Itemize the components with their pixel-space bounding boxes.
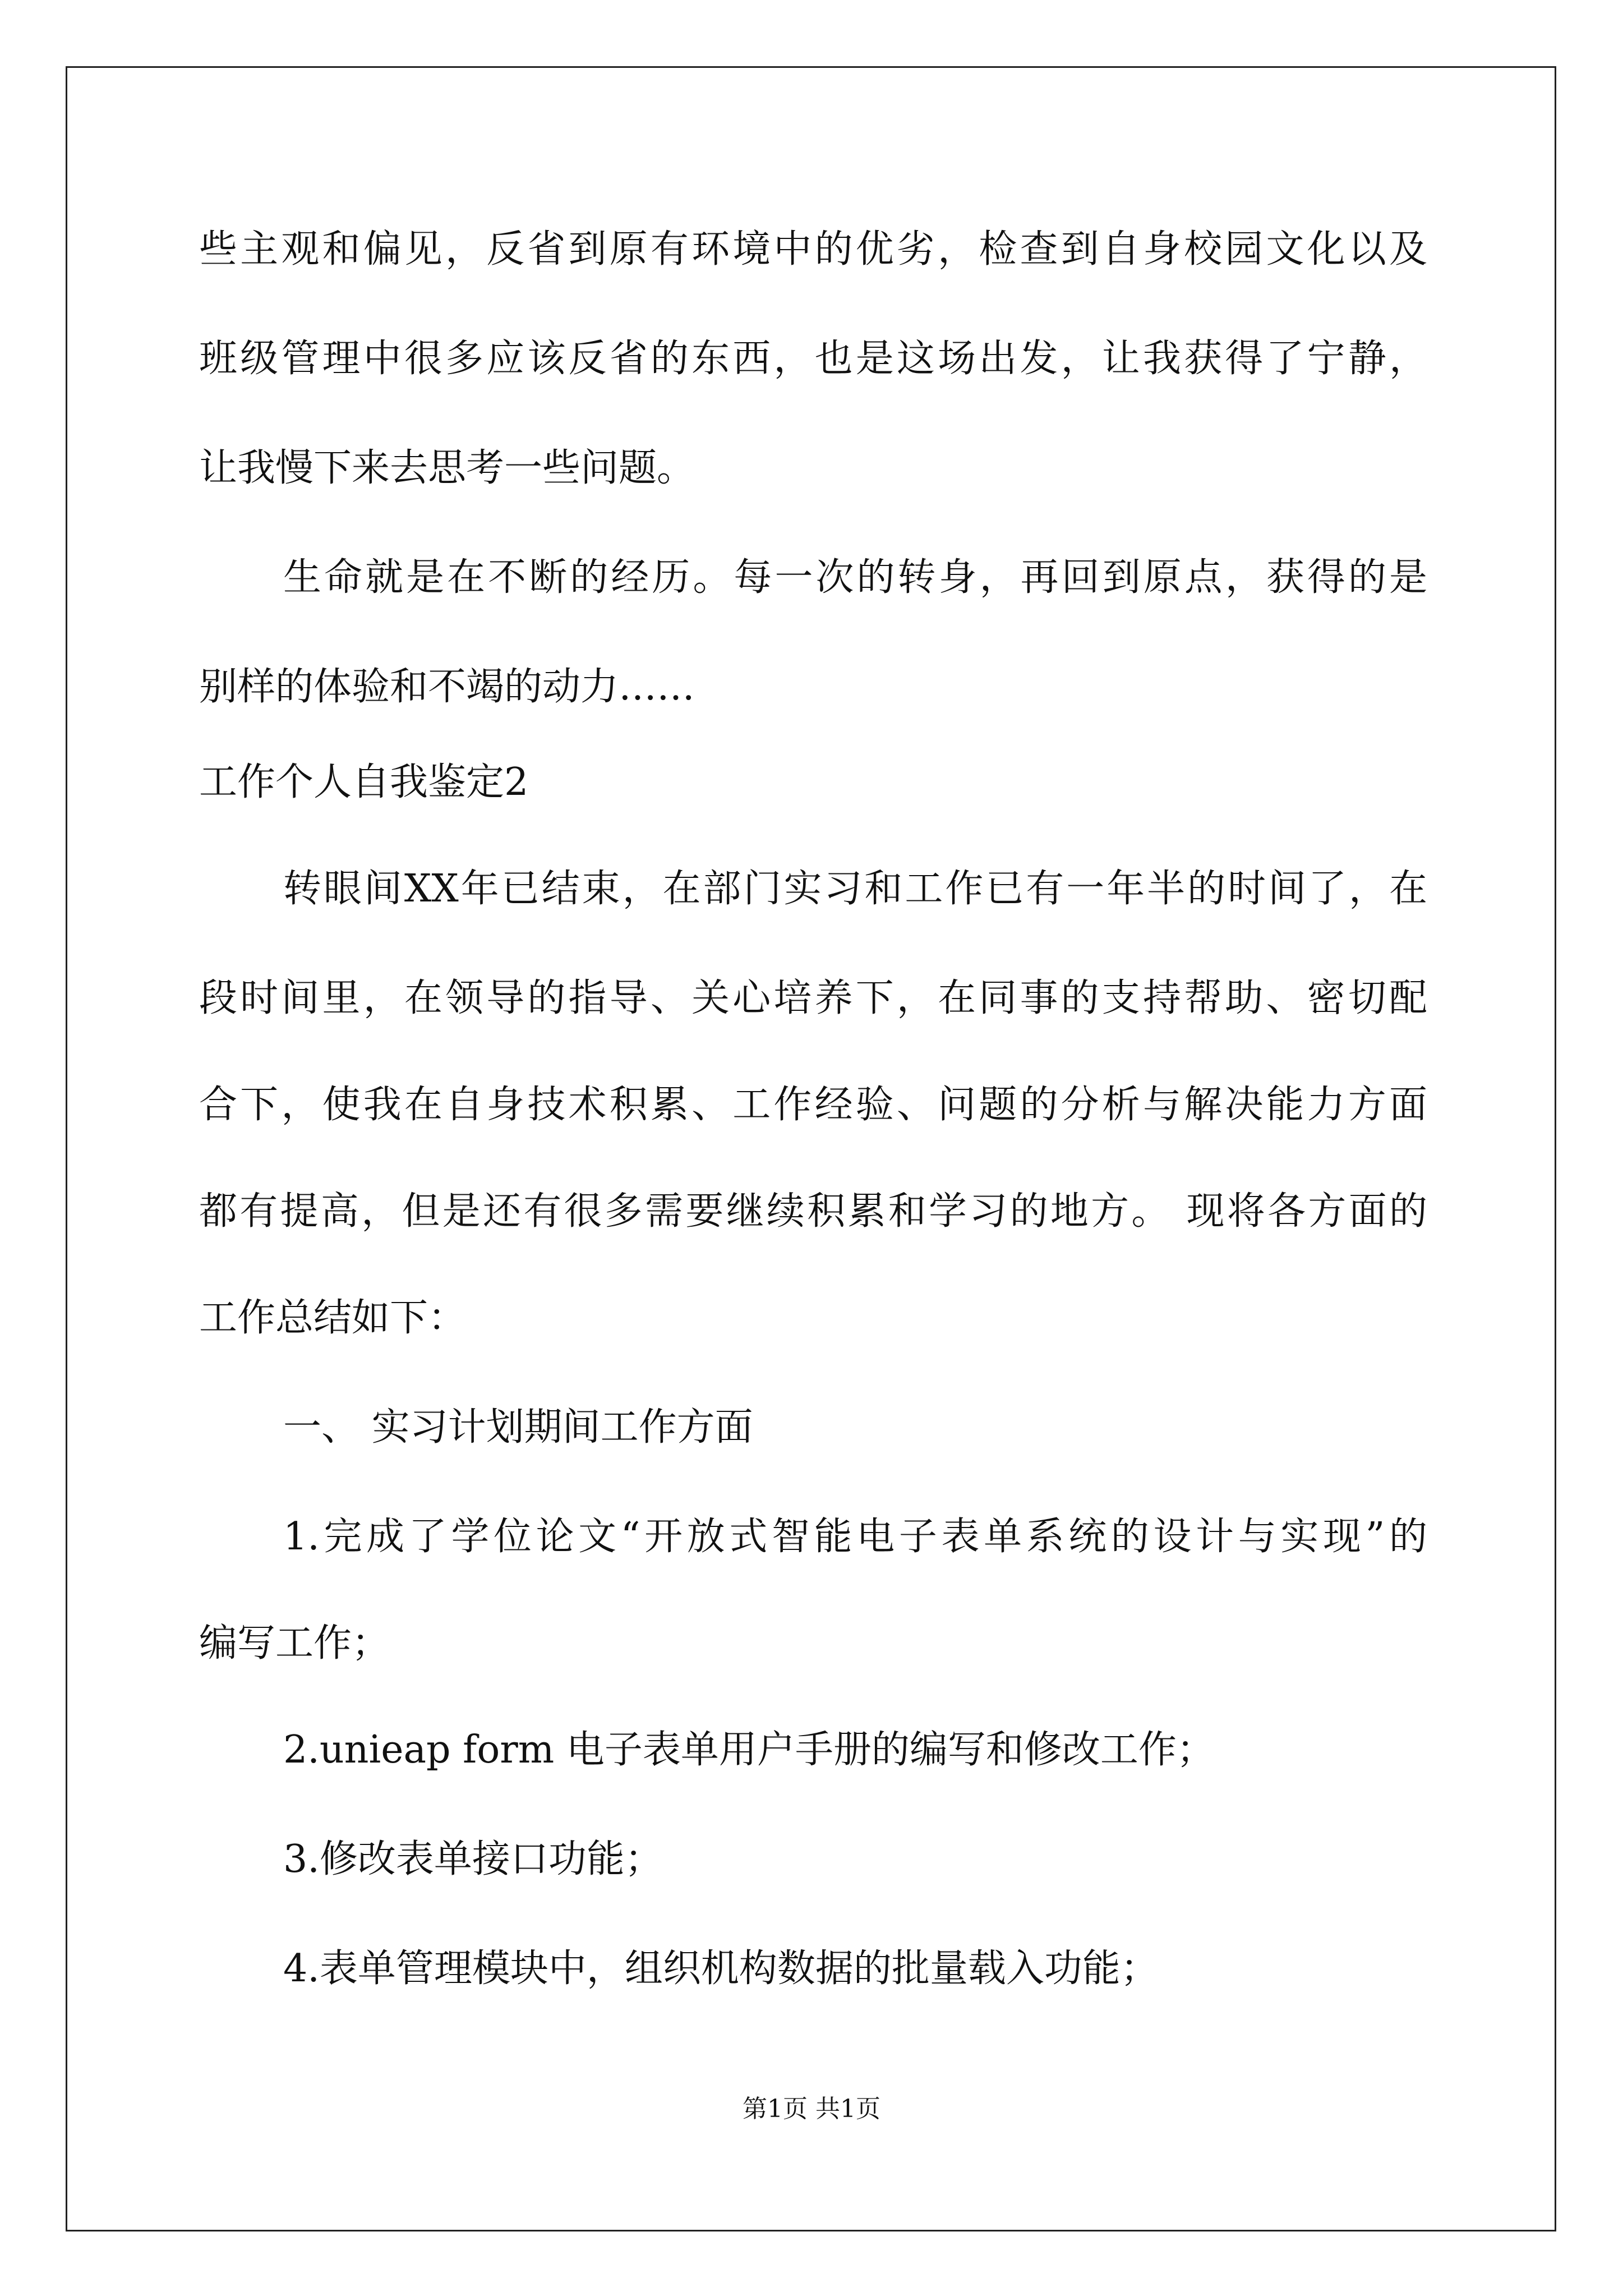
body-line-9: 合下，使我在自身技术积累、工作经验、问题的分析与解决能力方面 (199, 1083, 1427, 1127)
list-item-2: 2.unieap form 电子表单用户手册的编写和修改工作； (283, 1728, 1215, 1772)
subsection-heading: 一、 实习计划期间工作方面 (283, 1405, 753, 1450)
body-line-5: 别样的体验和不竭的动力…… (199, 665, 695, 709)
body-line-10: 都有提高，但是还有很多需要继续积累和学习的地方。 现将各方面的 (199, 1189, 1427, 1234)
body-line-7: 转眼间XX年已结束，在部门实习和工作已有一年半的时间了，在 (283, 867, 1427, 911)
list-item-3: 3.修改表单接口功能； (283, 1837, 663, 1881)
body-line-2: 班级管理中很多应该反省的东西，也是这场出发，让我获得了宁静， (199, 337, 1427, 381)
body-line-8: 段时间里，在领导的指导、关心培养下，在同事的支持帮助、密切配 (199, 976, 1427, 1020)
body-line-4: 生命就是在不断的经历。每一次的转身，再回到原点，获得的是 (283, 555, 1427, 600)
body-line-1: 些主观和偏见，反省到原有环境中的优劣，检查到自身校园文化以及 (199, 227, 1427, 272)
list-item-1: 1.完成了学位论文“开放式智能电子表单系统的设计与实现”的 (283, 1515, 1427, 1559)
page-border (66, 66, 1556, 2231)
body-line-3: 让我慢下来去思考一些问题。 (199, 446, 695, 490)
section-heading: 工作个人自我鉴定2 (199, 760, 529, 804)
body-line-11: 工作总结如下： (199, 1296, 467, 1340)
page-footer: 第1页 共1页 (743, 2095, 880, 2123)
list-item-1-continued: 编写工作； (199, 1621, 390, 1665)
list-item-4: 4.表单管理模块中，组织机构数据的批量载入功能； (283, 1947, 1159, 1991)
